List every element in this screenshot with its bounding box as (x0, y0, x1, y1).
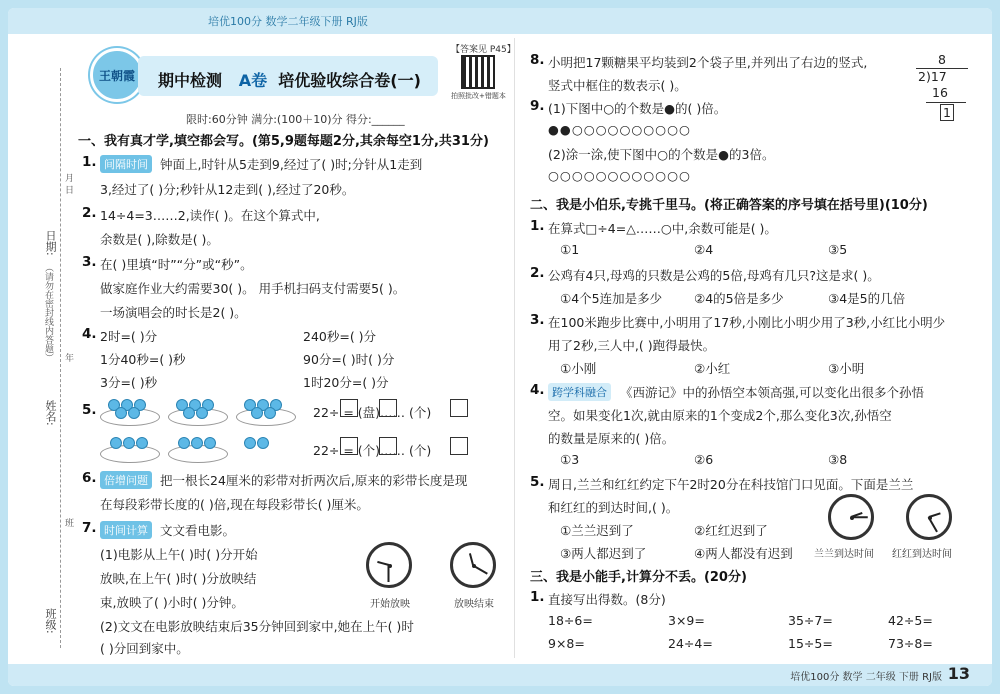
answer-box[interactable] (379, 437, 397, 455)
q7-number: 7. (82, 520, 97, 536)
q3-line2: 做家庭作业大约需要30( )。 用手机扫码支付需要5( )。 (100, 281, 406, 296)
q4-right-1: 240秒=( )分 (303, 329, 377, 344)
apple-icon (251, 407, 263, 419)
s2-q4-opt2[interactable]: ②6 (694, 452, 714, 467)
s2-q1-stem: 在算式□÷4=△……○中,余数可能是( )。 (548, 221, 777, 236)
q7-line4: (2)文文在电影放映结束后35分钟回到家中,她在上午( )时 (100, 619, 414, 634)
calc-item[interactable]: 9×8= (548, 636, 585, 651)
s2-q2-opt3[interactable]: ③4是5的几倍 (828, 291, 906, 306)
q8-line1: 小明把17颗糖果平均装到2个袋子里,并列出了右边的竖式, (548, 55, 868, 70)
q2-number: 2. (82, 205, 97, 221)
apple-icon (123, 437, 135, 449)
calc-item[interactable]: 35÷7= (788, 613, 833, 628)
s2-q5-number: 5. (530, 474, 545, 490)
apple-icon (115, 407, 127, 419)
q6-number: 6. (82, 470, 97, 486)
q2-line2: 余数是( ),除数是( )。 (100, 232, 219, 247)
header-bar (8, 8, 992, 34)
clock-center (928, 516, 932, 520)
clock-honghong-caption: 红红到达时间 (892, 549, 952, 560)
s2-q1-opt2[interactable]: ②4 (694, 242, 714, 257)
q6-tag: 倍增问题 (100, 471, 152, 489)
section-1-heading: 一、我有真才学,填空都会写。(第5,9题每题2分,其余每空1分,共31分) (78, 134, 489, 149)
s2-q4-line1: 《西游记》中的孙悟空本领高强,可以变化出很多个孙悟 (620, 385, 924, 400)
q6-line1: 把一根长24厘米的彩带对折两次后,原来的彩带长度是现 (160, 473, 468, 488)
clock-icon-start (366, 542, 412, 588)
s2-q5-line2: 和红红的到达时间,( )。 (548, 500, 679, 515)
s2-q4-line3: 的数量是原来的( )倍。 (548, 431, 675, 446)
class-label: 班级: (44, 608, 57, 634)
title-main: 期中检测 (158, 71, 223, 90)
s2-q4-opt3[interactable]: ③8 (828, 452, 848, 467)
q4-right-2: 90分=( )时( )分 (303, 352, 395, 367)
s2-q3-opt3[interactable]: ③小明 (828, 361, 865, 376)
answer-box[interactable] (340, 437, 358, 455)
title-sub: 培优验收综合卷(一) (278, 71, 421, 90)
q4-left-1: 2时=( )分 (100, 329, 158, 344)
apple-icon (257, 437, 269, 449)
clock-icon-end (450, 542, 496, 588)
header-text: 培优100分 数学二年级下册 RJ版 (208, 15, 368, 28)
apple-icon (128, 407, 140, 419)
s2-q5-line1: 周日,兰兰和红红约定下午2时20分在科技馆门口见面。下面是兰兰 (548, 477, 914, 492)
footer-bar (8, 664, 992, 686)
div-quotient: 8 (938, 52, 946, 67)
qr-caption: 拍照批改+错题本 (451, 92, 506, 100)
s2-q4-opt1[interactable]: ①3 (560, 452, 580, 467)
s2-q1-opt3[interactable]: ③5 (828, 242, 848, 257)
s2-q3-line2: 用了2秒,三人中,( )跑得最快。 (548, 338, 716, 353)
clock-start-caption: 开始放映 (370, 599, 410, 610)
q9-dots2[interactable]: ○○○○○○○○○○○○ (548, 168, 691, 183)
q6-line2: 在每段彩带长度的( )倍,现在每段彩带长( )厘米。 (100, 497, 369, 512)
seal-line (60, 68, 61, 648)
q3-line1: 在( )里填“时”“分”或“秒”。 (100, 257, 253, 272)
seal-note: （请勿在密封线内答题） (43, 263, 53, 362)
s2-q2-opt2[interactable]: ②4的5倍是多少 (694, 291, 784, 306)
page-title (158, 68, 421, 91)
s2-q2-opt1[interactable]: ①4个5连加是多少 (560, 291, 663, 306)
apple-icon (204, 437, 216, 449)
calc-item[interactable]: 24÷4= (668, 636, 713, 651)
clock-icon-honghong (906, 494, 952, 540)
clock-center (388, 564, 392, 568)
q1-tag: 间隔时间 (100, 155, 152, 173)
column-divider (514, 38, 515, 658)
s2-q4-tag: 跨学科融合 (548, 383, 611, 401)
q7-line2: 放映,在上午( )时( )分放映结 (100, 571, 257, 586)
long-division (916, 52, 971, 120)
s2-q5-opt2[interactable]: ②红红迟到了 (694, 523, 768, 538)
s2-q3-opt1[interactable]: ①小刚 (560, 361, 597, 376)
q1-line1: 钟面上,时针从5走到9,经过了( )时;分针从1走到 (160, 157, 423, 172)
apple-icon (183, 407, 195, 419)
calc-item[interactable]: 15÷5= (788, 636, 833, 651)
calc-item[interactable]: 18÷6= (548, 613, 593, 628)
page-number: 13 (947, 664, 970, 683)
worksheet-page (8, 8, 992, 686)
apple-icon (110, 437, 122, 449)
q7-line3: 束,放映了( )小时( )分钟。 (100, 595, 244, 610)
s2-q2-number: 2. (530, 265, 545, 281)
q4-right-3: 1时20分=( )分 (303, 375, 389, 390)
q8-line2: 竖式中框住的数表示( )。 (548, 78, 687, 93)
q9-line1: (1)下图中○的个数是●的( )倍。 (548, 101, 727, 116)
s2-q1-opt1[interactable]: ①1 (560, 242, 580, 257)
apple-icon (264, 407, 276, 419)
date-field: 月 日 (63, 173, 73, 194)
s3-q1-number: 1. (530, 589, 545, 605)
clock-center (850, 516, 854, 520)
answer-box[interactable] (450, 437, 468, 455)
q7-line1: (1)电影从上午( )时( )分开始 (100, 547, 258, 562)
s2-q5-opt3[interactable]: ③两人都迟到了 (560, 546, 647, 561)
date-label: 日期: (44, 230, 57, 256)
q5-equation-2: 22÷ = (个)…… (个) (313, 443, 432, 458)
s2-q3-opt2[interactable]: ②小红 (694, 361, 731, 376)
q9-line2[interactable]: (2)涂一涂,使下图中○的个数是●的3倍。 (548, 147, 775, 162)
apple-icon (244, 437, 256, 449)
footer-text: 培优100分 数学 二年级 下册 RJ版 (790, 672, 942, 683)
title-tag: A卷 (238, 71, 268, 90)
section-2-heading: 二、我是小伯乐,专挑千里马。(将正确答案的序号填在括号里)(10分) (530, 198, 928, 213)
q9-number: 9. (530, 98, 545, 114)
s2-q2-stem: 公鸡有4只,母鸡的只数是公鸡的5倍,母鸡有几只?这是求( )。 (548, 268, 880, 283)
clock-end-caption: 放映结束 (454, 599, 494, 610)
answer-box[interactable] (340, 399, 358, 417)
clock-icon-lanlan (828, 494, 874, 540)
calc-item[interactable]: 3×9= (668, 613, 705, 628)
q3-line3: 一场演唱会的时长是2( )。 (100, 305, 247, 320)
class-suffix: 班 (63, 518, 73, 527)
div-product: 16 (932, 85, 948, 100)
calc-item[interactable]: 42÷5= (888, 613, 933, 628)
answer-box[interactable] (450, 399, 468, 417)
q8-number: 8. (530, 52, 545, 68)
grade-label: 年 (63, 353, 73, 362)
qr-code-icon[interactable] (461, 55, 495, 89)
q7-line5: ( )分回到家中。 (100, 641, 189, 656)
apple-icon (178, 437, 190, 449)
q5-number: 5. (82, 402, 97, 418)
q7-intro: 文文看电影。 (160, 523, 236, 538)
q4-left-3: 3分=( )秒 (100, 375, 158, 390)
apple-icon (196, 407, 208, 419)
s2-q5-opt1[interactable]: ①兰兰迟到了 (560, 523, 634, 538)
clock-center (472, 564, 476, 568)
calc-item[interactable]: 73÷8= (888, 636, 933, 651)
name-label: 姓名: (44, 400, 57, 426)
section-3-heading: 三、我是小能手,计算分不丢。(20分) (530, 570, 747, 585)
q7-tag: 时间计算 (100, 521, 152, 539)
answer-box[interactable] (379, 399, 397, 417)
apple-icon (191, 437, 203, 449)
brand-logo (90, 48, 144, 102)
q9-dots1: ●●○○○○○○○○○○ (548, 122, 691, 137)
q1-number: 1. (82, 154, 97, 170)
s2-q3-number: 3. (530, 312, 545, 328)
div-remainder-box: 1 (940, 104, 954, 121)
q3-number: 3. (82, 254, 97, 270)
q1-line2: 3,经过了( )分;秒针从12走到( ),经过了20秒。 (100, 182, 355, 197)
clock-lanlan-caption: 兰兰到达时间 (814, 549, 874, 560)
apple-icon (136, 437, 148, 449)
logo-text: 王朝霞 (98, 68, 135, 83)
q5-equation-1: 22÷ = (盘)…… (个) (313, 405, 432, 420)
q4-left-2: 1分40秒=( )秒 (100, 352, 186, 367)
q4-number: 4. (82, 326, 97, 342)
s2-q1-number: 1. (530, 218, 545, 234)
s3-q1-stem: 直接写出得数。(8分) (548, 592, 666, 607)
exam-meta: 限时:60分钟 满分:(100＋10)分 得分:______ (186, 113, 405, 126)
s2-q4-line2: 空。如果变化1次,就由原来的1个变成2个,那么变化3次,孙悟空 (548, 408, 892, 423)
q2-line1: 14÷4=3……2,读作( )。在这个算式中, (100, 208, 320, 223)
answer-reference: 【答案见 P45】 (451, 45, 516, 55)
s2-q3-line1: 在100米跑步比赛中,小明用了17秒,小刚比小明少用了3秒,小红比小明少 (548, 315, 946, 330)
s2-q5-opt4[interactable]: ④两人都没有迟到 (694, 546, 793, 561)
div-dividend: 2)17 (916, 68, 968, 84)
s2-q4-number: 4. (530, 382, 545, 398)
